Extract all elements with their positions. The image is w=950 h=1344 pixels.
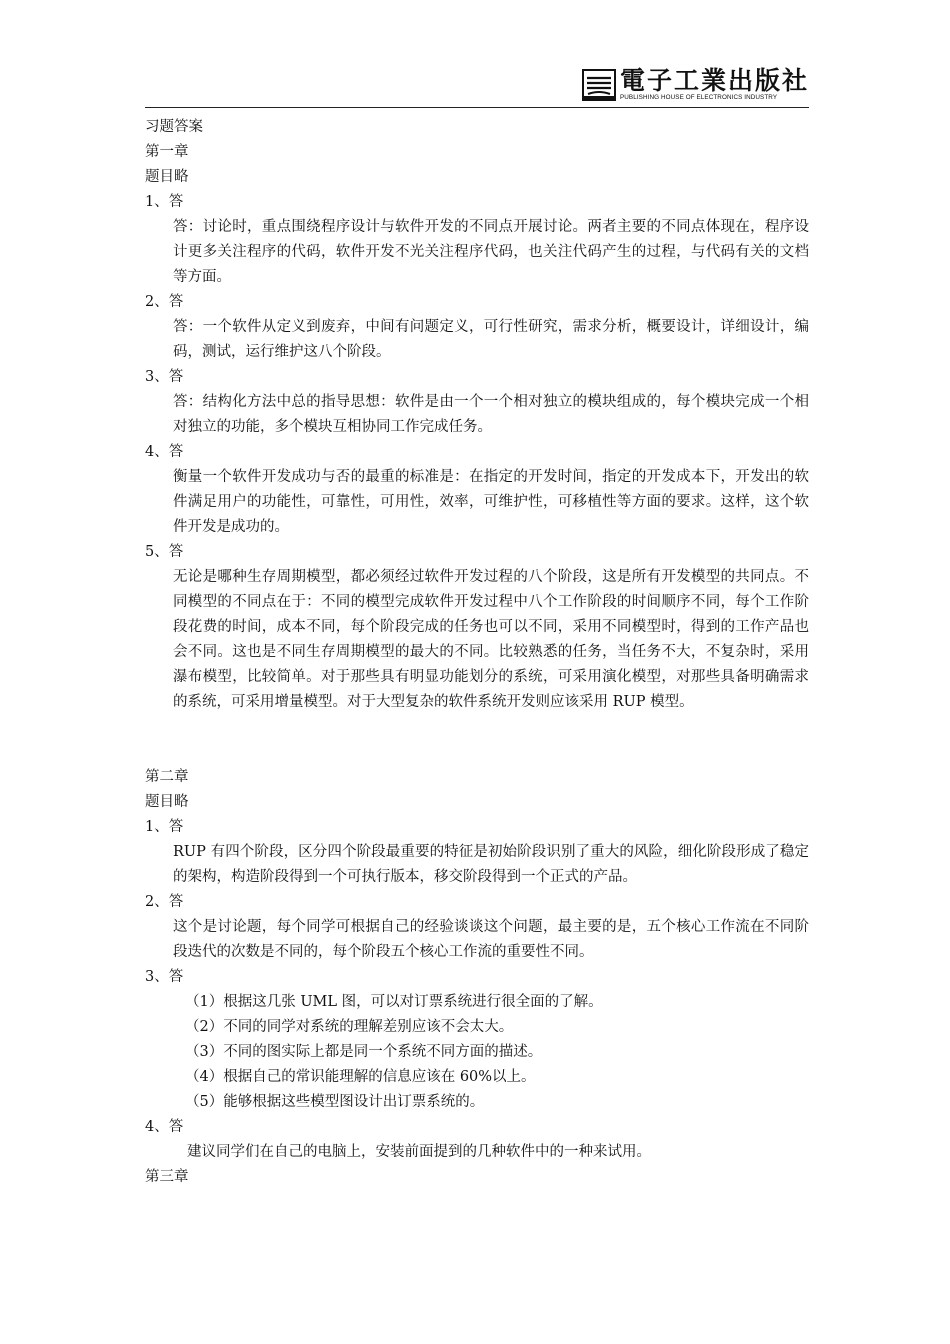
header-rule [145,107,809,108]
chapter-3-heading: 第三章 [145,1169,189,1185]
ch2-answer-1: RUP 有四个阶段，区分四个阶段最重要的特征是初始阶段识别了重大的风险，细化阶段形成了稳定的架构，构造阶段得到一个可执行版本，移交阶段得到一个正式的产品。 [173,844,809,885]
ch1-answer-1: 答：讨论时，重点围绕程序设计与软件开发的不同点开展讨论。两者主要的不同点体现在，程序设计更多关注程序的代码，软件开发不光关注程序代码，也关注代码产生的过程，与代码有关的文档等方面。 [173,219,809,285]
ch2-question-2: 2、答 [145,894,184,910]
chapter-2-heading: 第二章 [145,769,189,785]
ch2-answer-3-item: （2）不同的同学对系统的理解差别应该不会太大。 [185,1019,514,1035]
ch2-question-3: 3、答 [145,969,184,985]
ch2-answer-2: 这个是讨论题，每个同学可根据自己的经验谈谈这个问题，最主要的是，五个核心工作流在不同阶段迭代的次数是不同的，每个阶段五个核心工作流的重要性不同。 [173,919,809,960]
ch2-answer-3-item: （5）能够根据这些模型图设计出订票系统的。 [185,1094,485,1110]
chapter-1-note: 题目略 [145,169,189,185]
document-title: 习题答案 [145,119,203,135]
ch1-question-5: 5、答 [145,544,184,560]
ch2-answer-4: 建议同学们在自己的电脑上，安装前面提到的几种软件中的一种来试用。 [187,1144,651,1160]
chapter-2-note: 题目略 [145,794,189,810]
ch1-answer-3: 答：结构化方法中总的指导思想：软件是由一个一个相对独立的模块组成的，每个模块完成一个相对独立的功能，多个模块互相协同工作完成任务。 [173,394,809,435]
publisher-name-en: PUBLISHING HOUSE OF ELECTRONICS INDUSTRY [619,94,778,101]
ch1-answer-4: 衡量一个软件开发成功与否的最重的标准是：在指定的开发时间，指定的开发成本下，开发出的软件满足用户的功能性，可靠性，可用性，效率，可维护性，可移植性等方面的要求。这样，这个软件开发是成功的。 [173,469,809,535]
section-spacer [145,715,809,765]
page-header [145,62,809,108]
ch1-question-3: 3、答 [145,369,184,385]
ch1-answer-5: 无论是哪种生存周期模型，都必须经过软件开发过程的八个阶段，这是所有开发模型的共同点。不同模型的不同点在于：不同的模型完成软件开发过程中八个工作阶段的时间顺序不同，每个工作阶段花费的时间，成本不同，每个阶段完成的任务也可以不同，采用不同模型时，得到的工作产品也会不同。这也是不同生存周期模型的最大的不同。比较熟悉的任务，当任务不大，不复杂时，采用瀑布模型，比较简单。对于那些具有明显功能划分的系统，可采用演化模型，对那些具备明确需求的系统，可采用增量模型。对于大型复杂的软件系统开发则应该采用 RUP 模型。 [173,569,809,710]
ch2-answer-3-item: （4）根据自己的常识能理解的信息应该在 60%以上。 [185,1069,536,1085]
ch2-answer-3-item: （3）不同的图实际上都是同一个系统不同方面的描述。 [185,1044,543,1060]
ch2-question-1: 1、答 [145,819,184,835]
document-body [145,115,809,1190]
publisher-logo [582,66,809,104]
ch1-question-4: 4、答 [145,444,184,460]
chapter-1-heading: 第一章 [145,144,189,160]
publisher-name-cn: 電子工業出版社 [619,66,809,95]
ch2-question-4: 4、答 [145,1119,184,1135]
ch1-question-2: 2、答 [145,294,184,310]
publisher-logo-icon [582,69,616,101]
ch1-answer-2: 答：一个软件从定义到废弃，中间有问题定义，可行性研究，需求分析，概要设计，详细设计，编码，测试，运行维护这八个阶段。 [173,319,809,360]
ch1-question-1: 1、答 [145,194,184,210]
ch2-answer-3-item: （1）根据这几张 UML 图，可以对订票系统进行很全面的了解。 [185,994,603,1010]
